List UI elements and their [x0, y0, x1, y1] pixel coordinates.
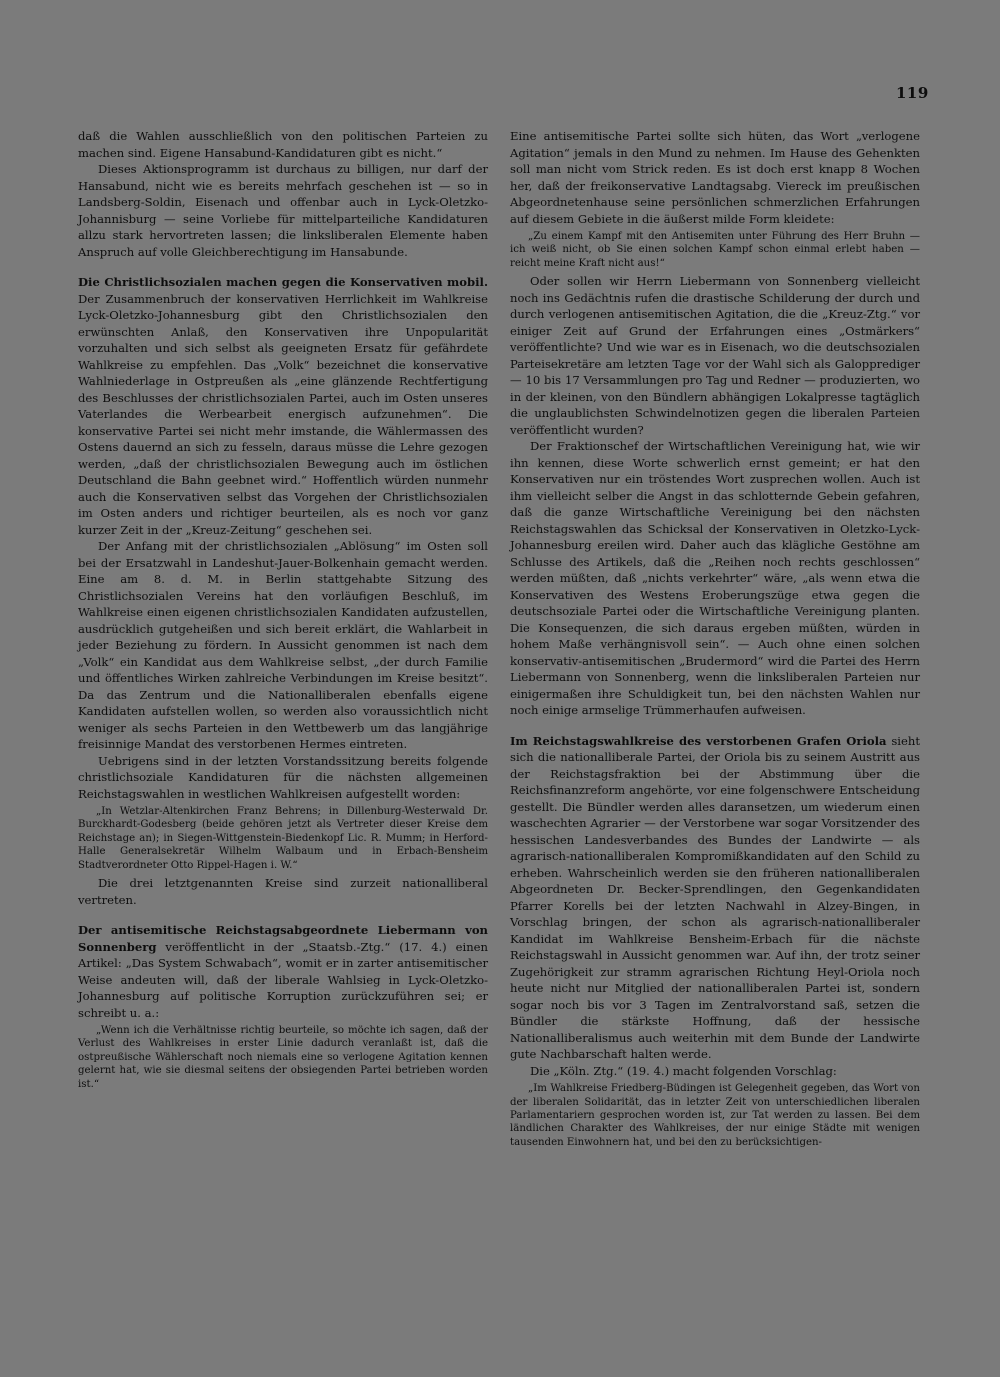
paragraph: Oder sollen wir Herrn Liebermann von Sonnenberg vielleicht noch ins Gedächtnis rufen die drastische Schilderung der durch und durch verlogenen antisemitischen Agitation, die die „Kreuz-Ztg.“ vor einiger Zeit auf Grund der Erfahrungen eines „Ostmärkers“ veröffentlichte? Und wie war es in Eisenach, wo die deutschsozialen Parteisekretäre am letzten Tage vor der Wahl sich als Galopprediger — 10 bis 17 Versammlungen pro Tag und Redner — produzierten, wo in der kleinen, von den Bündlern abhängigen Lokalpresse tagtäglich die unglaublichsten Schwindelnotizen gegen die liberalen Parteien veröffentlicht wurden?	[510, 274, 920, 437]
paragraph: Die „Köln. Ztg.“ (19. 4.) macht folgenden Vorschlag:	[530, 1063, 837, 1078]
section	[510, 733, 920, 1063]
section	[78, 922, 488, 1021]
quotation: „Wenn ich die Verhältnisse richtig beurteile, so möchte ich sagen, daß der Verlust des Wahlkreises in erster Linie dadurch veranlaßt ist, daß die ostpreußische Wählerschaft noch niemals eine so verlogene Agitation kennen gelernt hat, wie sie diesmal seitens der obsiegenden Partei betrieben worden ist.“	[78, 1025, 488, 1090]
paragraph: Der Anfang mit der christlichsozialen „Ablösung“ im Osten soll bei der Ersatzwahl in Landeshut-Jauer-Bolkenhain gemacht werden. Eine am 8. d. M. in Berlin stattgehabte Sitzung des Christlichsozialen Vereins hat den vorläufigen Beschluß, im Wahlkreise einen eigenen christlichsozialen Kandidaten aufzustellen, ausdrücklich gutgeheißen und sich bereit erklärt, die Wahlarbeit in jeder Beziehung zu fördern. In Aussicht genommen ist nach dem „Volk“ ein Kandidat aus dem Wahlkreise selbst, „der durch Familie und öffentliches Wirken zahlreiche Verbindungen im Kreise besitzt“. Da das Zentrum und die Nationalliberalen ebenfalls eigene Kandidaten aufstellen wollen, so werden also voraussichtlich nicht weniger als sechs Parteien in den Wettbewerb um das langjährige freisinnige Mandat des verstorbenen Hermes eintreten.	[78, 539, 488, 751]
paragraph: sieht sich die nationalliberale Partei, der Oriola bis zu seinem Austritt aus der Reichstagsfraktion bei der Abstimmung über die Reichsfinanzreform angehörte, vor eine folgenschwere Entscheidung gestellt. Die Bündler werden alles daransetzen, um wiederum einen waschechten Agrarier — der Verstorbene war sogar Vorsitzender des hessischen Landesverbandes des Bundes der Landwirte — als agrarisch-nationalliberalen Kompromißkandidaten auf den Schild zu erheben. Wahrscheinlich werden sie den früheren nationalliberalen Abgeordneten Dr. Becker-Sprendlingen, den Gegenkandidaten Pfarrer Korells bei der letzten Nachwahl in Alzey-Bingen, in Vorschlag bringen, der schon als agrarisch-nationalliberaler Kandidat im Wahlkreise Bensheim-Erbach für die nächste Reichstagswahl in Aussicht genommen war. Auf ihn, der trotz seiner Zugehörigkeit zur stramm agrarischen Richtung Heyl-Oriola noch heute nicht nur Mitglied der nationalliberalen Partei ist, sondern sogar noch bis vor 3 Tagen im Zentralvorstand saß, setzen die Bündler die stärkste Hoffnung, daß der hessische Nationalliberalismus auch weiterhin mit dem Bunde der Landwirte gute Nachbarschaft halten werde.	[510, 733, 920, 1062]
quotation: „Im Wahlkreise Friedberg-Büdingen ist Gelegenheit gegeben, das Wort von der liberalen Solidarität, das in letzter Zeit von unterschiedlichen liberalen Parlamentariern gesprochen worden ist, zur Tat werden zu lassen. Bei dem ländlichen Charakter des Wahlkreises, der nur einige Städte mit wenigen tausenden Einwohnern hat, und bei den zu berücksichtigen-	[510, 1083, 920, 1148]
left-column	[78, 128, 488, 1094]
section	[78, 274, 488, 538]
quotation: „In Wetzlar-Altenkirchen Franz Behrens; in Dillenburg-Westerwald Dr. Burckhardt-Godesberg (beide gehören jetzt als Vertreter dieser Kreise dem Reichstage an); in Siegen-Wittgenstein-Biedenkopf Lic. R. Mumm; in Herford-Halle Generalsekretär Wilhelm Walbaum und in Erbach-Bensheim Stadtverordneter Otto Rippel-Hagen i. W.“	[78, 806, 488, 871]
section-heading: Der antisemitische Reichstagsabgeordnete Liebermann von Sonnenberg	[78, 923, 488, 954]
section-heading: Im Reichstagswahlkreise des verstorbenen Grafen Oriola	[510, 733, 887, 748]
paragraph: Uebrigens sind in der letzten Vorstandssitzung bereits folgende christlichsoziale Kandidaturen für die nächsten allgemeinen Reichstagswahlen in westlichen Wahlkreisen aufgestellt worden:	[78, 753, 488, 801]
paragraph: Der Fraktionschef der Wirtschaftlichen Vereinigung hat, wie wir ihn kennen, diese Worte schwerlich ernst gemeint; er hat den Konservativen nur ein tröstendes Wort zusprechen wollen. Auch ist ihm vielleicht selber die Angst in das schlotternde Gebein gefahren, daß die ganze Wirtschaftliche Vereinigung bei den nächsten Reichstagswahlen das Schicksal der Konservativen in Oletzko-Lyck-Johannesburg ereilen wird. Daher auch das klägliche Gestöhne am Schlusse des Artikels, daß die „Reihen noch rechts geschlossen“ werden müßten, daß „nichts verkehrter“ wäre, „als wenn etwa die Konservativen des Westens Eroberungszüge etwa gegen die deutschsoziale Partei oder die Wirtschaftliche Vereinigung planten. Die Konsequenzen, die sich daraus ergeben müßten, würden in hohem Maße verhängnisvoll sein“. — Auch ohne einen solchen konservativ-antisemitischen „Brudermord“ wird die Partei des Herrn Liebermann von Sonnenberg, wenn die linksliberalen Parteien nur einigermaßen ihre Schuldigkeit tun, bei den nächsten Wahlen nur noch einige armselige Trümmerhaufen aufweisen.	[510, 439, 920, 718]
paragraph: veröffentlicht in der „Staatsb.-Ztg.“ (17. 4.) einen Artikel: „Das System Schwabach“, womit er in zarter antisemitischer Weise andeuten will, daß der liberale Wahlsieg in Lyck-Oletzko-Johannesburg auf politische Korruption zurückzuführen sei; er schreibt u. a.:	[78, 939, 489, 1020]
page-number: 119	[896, 84, 929, 102]
paragraph: daß die Wahlen ausschließlich von den politischen Parteien zu machen sind. Eigene Hansabund-Kandidaturen gibt es nicht.“	[78, 129, 488, 160]
paragraph: Die drei letztgenannten Kreise sind zurzeit nationalliberal vertreten.	[78, 876, 488, 907]
paragraph: Der Zusammenbruch der konservativen Herrlichkeit im Wahlkreise Lyck-Oletzko-Johannesburg gibt den Christlichsozialen den erwünschten Anlaß, den Konservativen ihre Unpopularität vorzuhalten und sich selbst als geeigneten Ersatz für gefährdete Wahlkreise zu empfehlen. Das „Volk“ bezeichnet die konservative Wahlniederlage in Ostpreußen als „eine glänzende Rechtfertigung des Beschlusses der christlichsozialen Partei, auch im Osten unseres Vaterlandes die Werbearbeit energisch aufzunehmen“. Die konservative Partei sei nicht mehr imstande, die Wählermassen des Ostens dauernd an sich zu fesseln, daraus müsse die Lehre gezogen werden, „daß der christlichsozialen Bewegung auch im östlichen Deutschland die Bahn geebnet wird.“ Hoffentlich würden nunmehr auch die Konservativen selbst das Vorgehen der Christlichsozialen im Osten anders und richtiger beurteilen, als es noch vor ganz kurzer Zeit in der „Kreuz-Zeitung“ geschehen sei.	[78, 291, 488, 537]
paragraph: Eine antisemitische Partei sollte sich hüten, das Wort „verlogene Agitation“ jemals in den Mund zu nehmen. Im Hause des Gehenkten soll man nicht vom Strick reden. Es ist doch erst knapp 8 Wochen her, daß der freikonservative Landtagsabg. Viereck im preußischen Abgeordnetenhause seine persönlichen schmerzlichen Erfahrungen auf diesem Gebiete in die äußerst milde Form kleidete:	[510, 129, 920, 226]
right-column	[510, 128, 920, 1152]
paragraph: Dieses Aktionsprogramm ist durchaus zu billigen, nur darf der Hansabund, nicht wie es bereits mehrfach geschehen ist — so in Landsberg-Soldin, Eisenach und offenbar auch in Lyck-Oletzko-Johannisburg — seine Vorliebe für mittelparteiliche Kandidaturen allzu stark hervortreten lassen; die linksliberalen Elemente haben Anspruch auf volle Gleichberechtigung im Hansabunde.	[78, 162, 488, 259]
quotation: „Zu einem Kampf mit den Antisemiten unter Führung des Herr Bruhn — ich weiß nicht, ob Sie einen solchen Kampf schon einmal erlebt haben — reicht meine Kraft nicht aus!“	[510, 231, 920, 269]
section-heading: Die Christlichsozialen machen gegen die Konservativen mobil.	[78, 275, 488, 289]
